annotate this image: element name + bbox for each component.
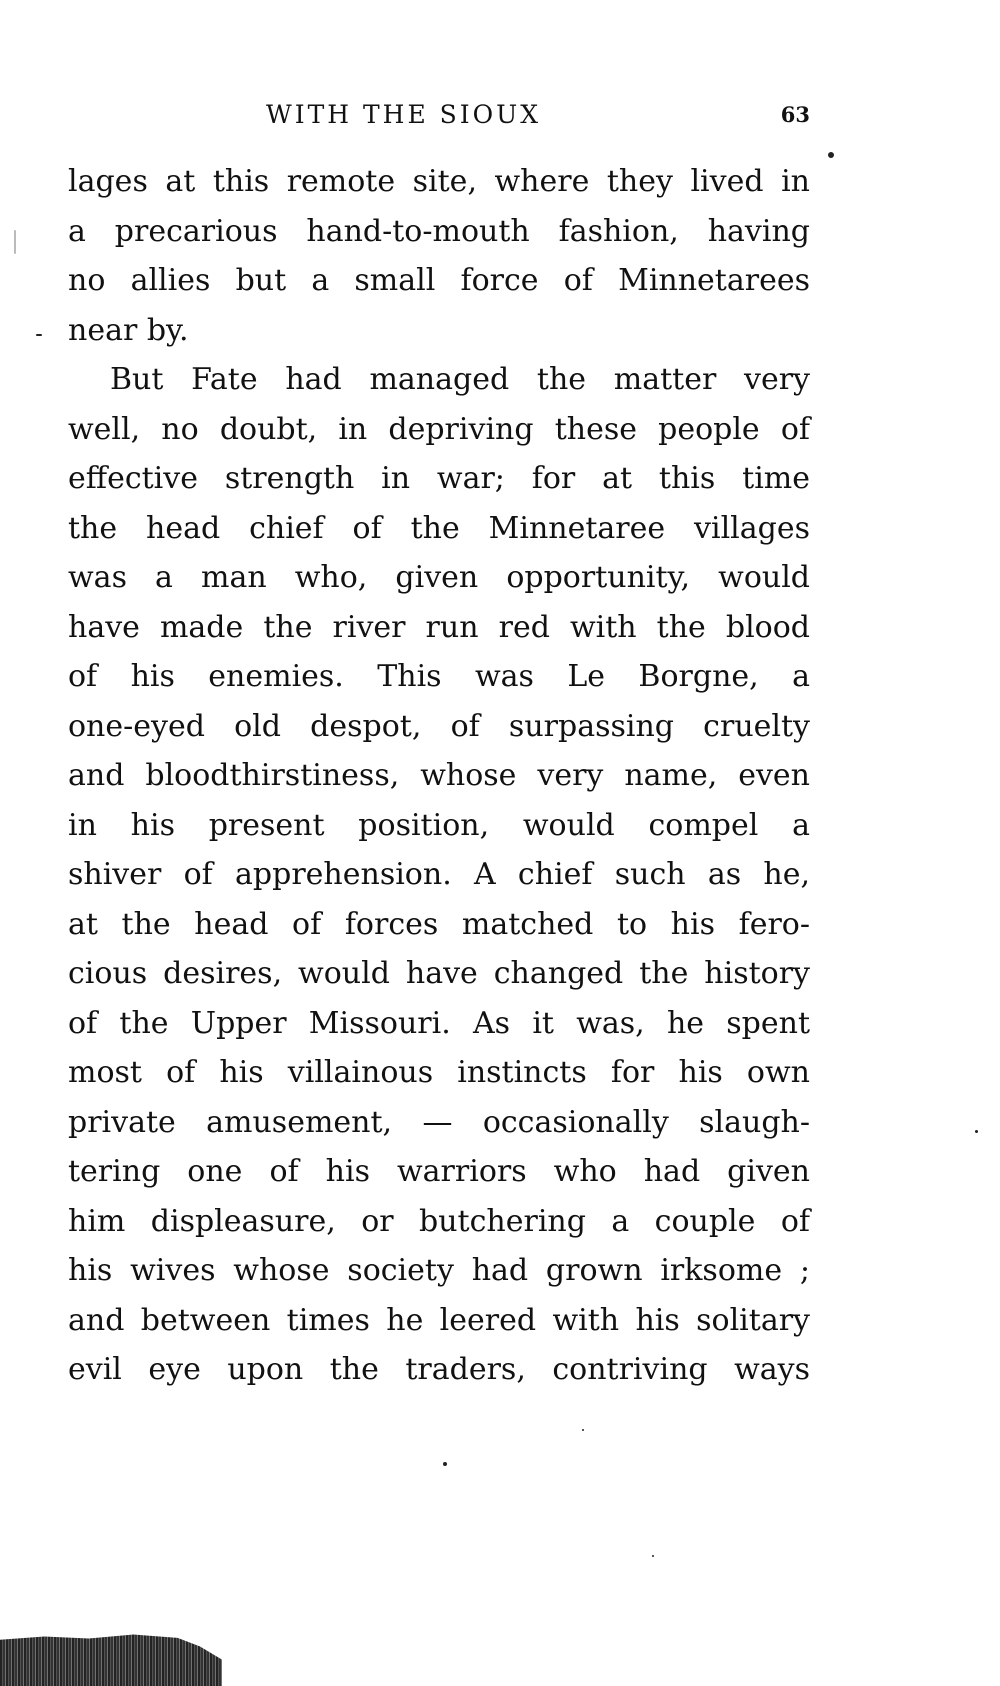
- scan-speck: [36, 334, 42, 336]
- text-line: near by.: [68, 312, 189, 348]
- text-line: of his enemies. This was Le Borgne, a: [68, 659, 810, 694]
- text-line: a precarious hand-to-mouth fashion, having: [68, 213, 810, 249]
- text-line: his wives whose society had grown irksome ;: [68, 1253, 810, 1288]
- scan-speck: [443, 1462, 447, 1466]
- text-line: him displeasure, or butchering a couple of: [68, 1203, 810, 1239]
- text-line: cious desires, would have changed the history: [68, 956, 810, 991]
- text-line: private amusement, — occasionally slaugh-: [68, 1104, 810, 1140]
- text-line: have made the river run red with the blood: [68, 609, 810, 645]
- text-line: and bloodthirstiness, whose very name, even: [68, 758, 810, 793]
- text-line: lages at this remote site, where they lived in: [68, 164, 810, 199]
- running-head: [68, 100, 810, 140]
- text-line: of the Upper Missouri. As it was, he spent: [68, 1005, 810, 1041]
- running-title: WITH THE SIOUX: [266, 100, 542, 129]
- text-line: was a man who, given opportunity, would: [68, 560, 810, 595]
- scan-speck: [14, 230, 16, 254]
- text-line: the head chief of the Minnetaree villages: [68, 510, 810, 546]
- scan-speck: [828, 152, 834, 158]
- text-line: most of his villainous instincts for his own: [68, 1055, 810, 1090]
- scan-speck: [652, 1555, 654, 1557]
- text-line: one-eyed old despot, of surpassing cruelty: [68, 708, 810, 744]
- text-line: at the head of forces matched to his fero-: [68, 906, 810, 942]
- scan-edge-artifact: [0, 1620, 222, 1686]
- text-line: in his present position, would compel a: [68, 807, 810, 843]
- scan-speck: [582, 1429, 584, 1431]
- text-line: no allies but a small force of Minnetarees: [68, 263, 810, 298]
- text-line: evil eye upon the traders, contriving ways: [68, 1352, 810, 1387]
- text-line: well, no doubt, in depriving these people of: [68, 411, 810, 447]
- text-line: tering one of his warriors who had given: [68, 1154, 810, 1189]
- page-number: 63: [780, 102, 810, 127]
- scan-speck: [975, 1130, 978, 1133]
- text-line: But Fate had managed the matter very: [110, 362, 810, 397]
- body-text: [68, 157, 810, 1395]
- text-line: effective strength in war; for at this time: [68, 461, 810, 496]
- text-line: shiver of apprehension. A chief such as he,: [68, 857, 810, 892]
- text-line: and between times he leered with his solitary: [68, 1302, 810, 1338]
